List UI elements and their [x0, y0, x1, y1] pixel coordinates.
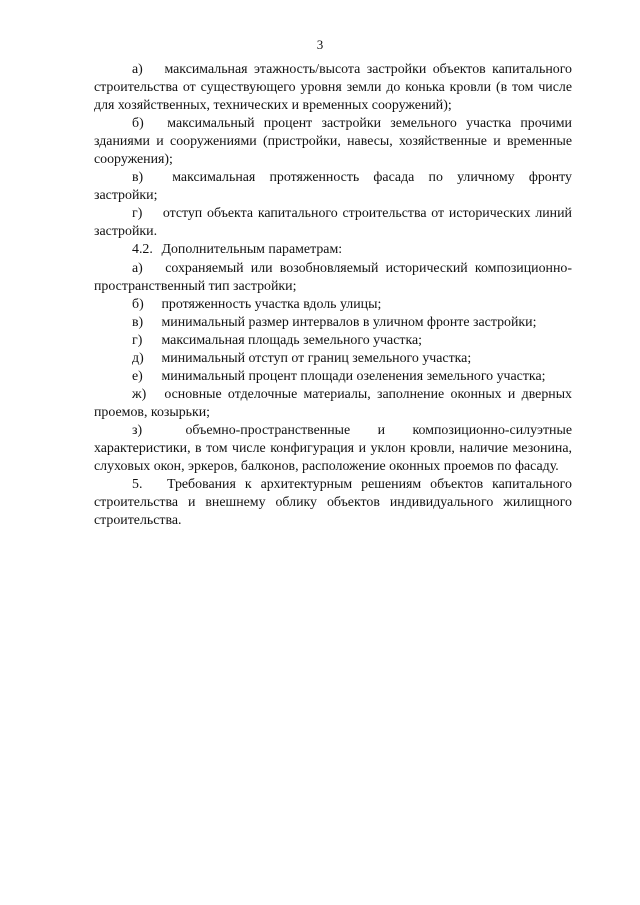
paragraph-item-z: [94, 422, 572, 476]
item-label: г): [132, 332, 143, 348]
item-label: ж): [132, 386, 147, 402]
item-text: максимальная протяженность фасада по уличному фронту застройки;: [94, 170, 572, 204]
paragraph-item-v: [94, 169, 572, 205]
paragraph-item-v: [94, 314, 572, 332]
item-label: б): [132, 116, 144, 132]
page-number: 3: [316, 37, 324, 52]
section-text: Дополнительным параметрам:: [161, 242, 343, 258]
item-text: отступ объекта капитального строительства от исторических линий застройки.: [94, 206, 572, 240]
paragraph-item-e: [94, 368, 572, 386]
item-label: а): [132, 260, 143, 276]
item-text: минимальный размер интервалов в уличном фронте застройки;: [161, 314, 537, 330]
item-text: объемно-пространственные и композиционно-силуэтные характеристики, в том числе конфигурация и уклон кровли, наличие мезонина, слуховых окон, эркеров, балконов, расположение оконных проемов по фасаду.: [94, 422, 572, 475]
paragraph-item-g: [94, 205, 572, 241]
item-text: протяженность участка вдоль улицы;: [161, 296, 382, 312]
item-label: в): [132, 314, 144, 330]
section-text: Требования к архитектурным решениям объектов капитального строительства и внешнему облику объектов индивидуального жилищного строительства.: [94, 477, 572, 529]
item-label: б): [132, 296, 144, 312]
item-text: максимальная площадь земельного участка;: [161, 332, 423, 348]
item-label: а): [132, 62, 143, 77]
paragraph-item-b: [94, 115, 572, 169]
paragraph-item-a: [94, 61, 572, 115]
paragraph-item-d: [94, 350, 572, 368]
item-label: г): [132, 206, 143, 222]
paragraph-item-b: [94, 296, 572, 314]
item-label: д): [132, 350, 144, 366]
section-number: 4.2.: [132, 242, 153, 258]
section-number: 5.: [132, 477, 143, 493]
item-label: в): [132, 170, 144, 186]
paragraph-item-g: [94, 332, 572, 350]
section-heading-4-2: [94, 241, 572, 259]
item-label: з): [132, 422, 143, 438]
item-text: основные отделочные материалы, заполнение оконных и дверных проемов, козырьки;: [94, 386, 572, 420]
section-heading-5: [94, 476, 572, 530]
item-label: е): [132, 368, 143, 384]
item-text: максимальная этажность/высота застройки объектов капитального строительства от существующего уровня земли до конька кровли (в том числе для хозяйственных, технических и временных сооружений);: [94, 62, 572, 114]
paragraph-item-a: [94, 260, 572, 296]
document-body: [94, 61, 572, 530]
paragraph-item-zh: [94, 386, 572, 422]
item-text: сохраняемый или возобновляемый исторический композиционно-пространственный тип застройки;: [94, 260, 572, 294]
item-text: минимальный отступ от границ земельного участка;: [161, 350, 472, 366]
item-text: максимальный процент застройки земельного участка прочими зданиями и сооружениями (пристройки, навесы, хозяйственные и временные сооружения);: [94, 116, 572, 168]
item-text: минимальный процент площади озеленения земельного участка;: [161, 368, 546, 384]
